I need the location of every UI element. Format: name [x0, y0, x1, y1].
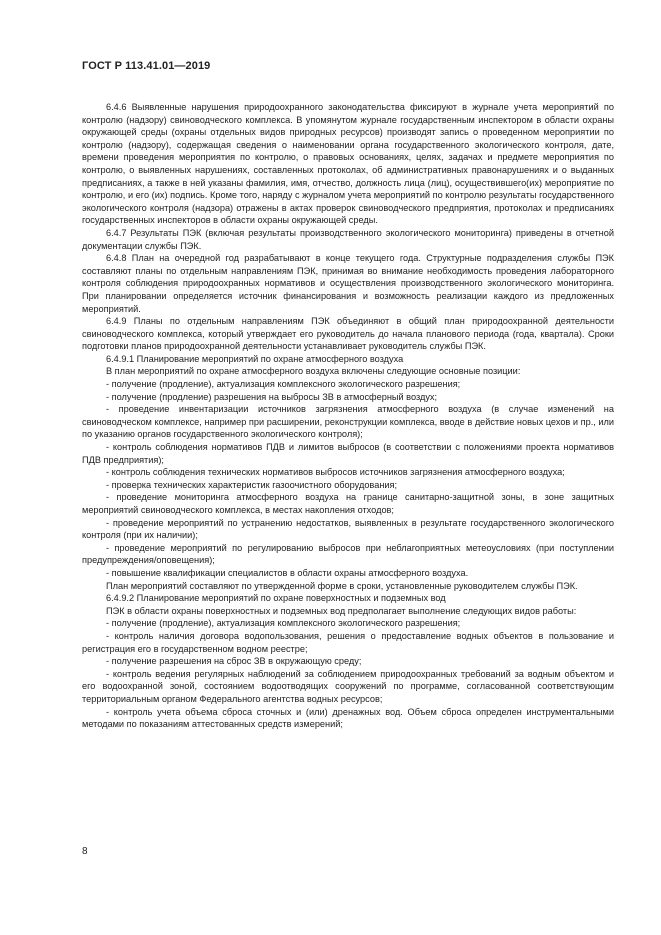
list-item: - получение (продление), актуализация комплексного экологического разрешения; — [106, 379, 461, 390]
list-item: - получение разрешения на сброс ЗВ в окружающую среду; — [106, 656, 362, 667]
list-item: - повышение квалификации специалистов в области охраны атмосферного воздуха. — [106, 567, 469, 578]
paragraph: ПЭК в области охраны поверхностных и подземных вод предполагает выполнение следующих видов работы: — [106, 605, 577, 616]
paragraph-6-4-9: 6.4.9 Планы по отдельным направлениям ПЭК объединяют в общий план природоохранной деятельности свиноводческого комплекса, который утверждает его руководитель до начала планового периода (года, квартала). Сроки подготовки планов природоохранной деятельности устанавливает руководитель службы ПЭК. — [82, 316, 614, 352]
paragraph: В план мероприятий по охране атмосферного воздуха включены следующие основные позиции: — [106, 366, 521, 377]
list-item: - получение (продление) разрешения на выбросы ЗВ в атмосферный воздух; — [106, 391, 438, 402]
section-heading-6-4-9-1: 6.4.9.1 Планирование мероприятий по охране атмосферного воздуха — [106, 353, 404, 364]
list-item: - проведение мероприятий по регулированию выбросов при неблагоприятных метеоусловиях (при поступлении предупреждения/оповещения); — [82, 542, 614, 566]
section-heading-6-4-9-2: 6.4.9.2 Планирование мероприятий по охране поверхностных и подземных вод — [106, 593, 446, 604]
page-number: 8 — [82, 846, 88, 857]
list-item: - контроль наличия договора водопользования, решения о предоставление водных объектов в пользование и регистрация его в государственном водном реестре; — [82, 630, 614, 654]
paragraph: План мероприятий составляют по утвержденной форме в сроки, установленные руководителем службы ПЭК. — [106, 580, 578, 591]
document-body — [82, 101, 614, 731]
document-code-header: ГОСТ Р 113.41.01—2019 — [82, 60, 211, 72]
list-item: - проведение мероприятий по устранению недостатков, выявленных в результате государственного экологического контроля (при их наличии); — [82, 517, 614, 541]
list-item: - контроль соблюдения нормативов ПДВ и лимитов выбросов (в соответствии с положениями проекта нормативов ПДВ предприятия); — [82, 442, 614, 465]
paragraph-6-4-7: 6.4.7 Результаты ПЭК (включая результаты производственного экологического мониторинга) приведены в отчетной документации службы ПЭК. — [82, 227, 614, 251]
paragraph-6-4-8: 6.4.8 План на очередной год разрабатывают в конце текущего года. Структурные подразделения службы ПЭК составляют планы по отдельным направлениям ПЭК, принимая во внимание необходимость проведения лабораторного контроля соблюдения природоохранных нормативов и осуществления производственного экологического мониторинга. При планировании определяется источник финансирования и возможность реализации каждого из предложенных мероприятий. — [82, 253, 614, 314]
list-item: - контроль соблюдения технических нормативов выбросов источников загрязнения атмосферного воздуха; — [106, 467, 565, 478]
list-item: - контроль учета объема сброса сточных и (или) дренажных вод. Объем сброса определен инструментальными методами по показаниям аттестованных средств измерений; — [82, 706, 614, 730]
list-item: - проверка технических характеристик газоочистного оборудования; — [106, 479, 398, 490]
list-item: - проведение инвентаризации источников загрязнения атмосферного воздуха (в случае изменений на свиноводческом комплексе, например при расширении, реконструкции комплекса, вводе в действие новых цехов и пр., или по указанию органов государственного экологического контроля); — [82, 404, 614, 440]
paragraph-6-4-6: 6.4.6 Выявленные нарушения природоохранного законодательства фиксируют в журнале учета мероприятий по контролю (надзору) свиноводческого комплекса. В упомянутом журнале государственным инспектором в области охраны окружающей среды (охраны отдельных видов природных ресурсов) производят запись о проведенном мероприятии по контролю (надзору), содержащая сведения о наименовании органа государственного экологического контроля, дате, времени проведения мероприятия по контролю, о правовых основаниях, целях, задачах и предмете мероприятия по контролю, о выявленных нарушениях, составленных протоколах, об административных правонарушениях и о выданных предписаниях, а также в ней указаны фамилия, имя, отчество, должность лица (лиц), осуществившего(их) мероприятие по контролю, и его (их) подпись. Кроме того, наряду с журналом учета мероприятий по контролю результаты государственного экологического контроля (надзора) отражены в актах проверок свиноводческого предприятия, протоколах и предписаниях государственных инспекторов в области охраны окружающей среды. — [82, 102, 614, 226]
list-item: - проведение мониторинга атмосферного воздуха на границе санитарно-защитной зоны, в зоне защитных мероприятий свиноводческого комплекса, в местах накопления отходов; — [82, 492, 614, 515]
list-item: - получение (продление), актуализация комплексного экологического разрешения; — [106, 618, 461, 629]
list-item: - контроль ведения регулярных наблюдений за соблюдением природоохранных требований за водным объектом и его водоохранной зоной, состоянием водоотводящих сооружений по программе, согласованной соответствующим территориальным органом Федерального агентства водных ресурсов; — [82, 668, 614, 704]
